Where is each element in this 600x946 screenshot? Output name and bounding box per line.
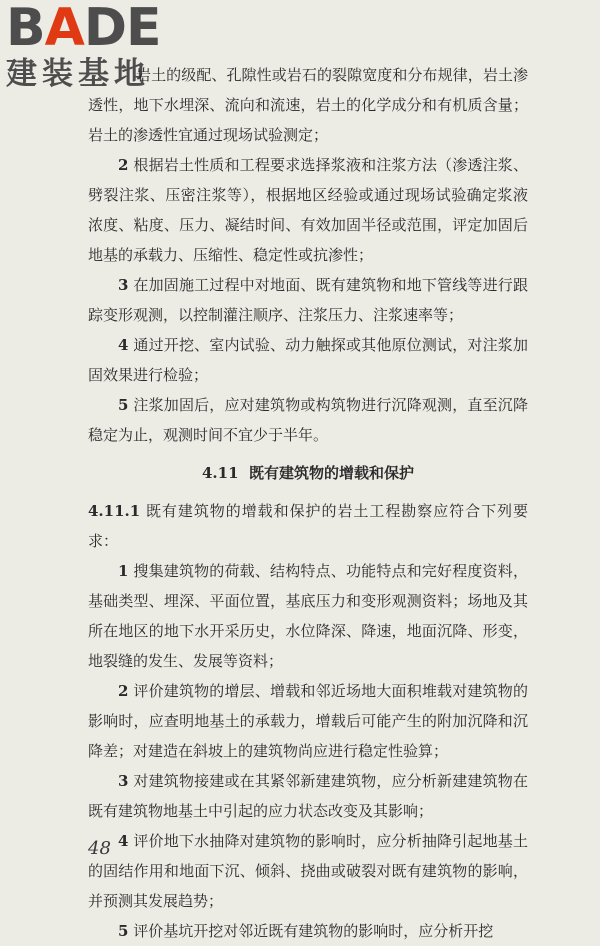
list-item: 5 注浆加固后，应对建筑物或构筑物进行沉降观测，直至沉降稳定为止，观测时间不宜少于半年。 — [88, 396, 528, 444]
clause: 4.11.1 既有建筑物的增载和保护的岩土工程勘察应符合下列要求： — [88, 502, 528, 550]
paragraph: 岩土的级配、孔隙性或岩石的裂隙宽度和分布规律，岩土渗透性，地下水埋深、流向和流速，岩土的化学成分和有机质含量；岩土的渗透性宜通过现场试验测定； — [88, 66, 528, 144]
section-heading: 4.11 既有建筑物的增载和保护 — [201, 464, 414, 482]
list-item: 3 对建筑物接建或在其紧邻新建建筑物，应分析新建建筑物在既有建筑物地基土中引起的应力状态改变及其影响； — [88, 772, 528, 820]
list-item: 5 评价基坑开挖对邻近既有建筑物的影响时，应分析开挖 — [118, 922, 494, 940]
page-number: 48 — [88, 838, 111, 859]
body-text — [88, 60, 528, 946]
list-item: 4 通过开挖、室内试验、动力触探或其他原位测试，对注浆加固效果进行检验； — [88, 336, 528, 384]
list-item: 1 搜集建筑物的荷载、结构特点、功能特点和完好程度资料，基础类型、埋深、平面位置，基底压力和变形观测资料；场地及其所在地区的地下水开采历史，水位降深、降速，地面沉降、形变，地裂缝的发生、发展等资料； — [88, 562, 528, 670]
list-item: 4 评价地下水抽降对建筑物的影响时，应分析抽降引起地基土的固结作用和地面下沉、倾斜、挠曲或破裂对既有建筑物的影响，并预测其发展趋势； — [88, 832, 528, 910]
list-item: 2 根据岩土性质和工程要求选择浆液和注浆方法（渗透注浆、劈裂注浆、压密注浆等），根据地区经验或通过现场试验确定浆液浓度、粘度、压力、凝结时间、有效加固半径或范围，评定加固后地基的承载力、压缩性、稳定性或抗渗性； — [88, 156, 528, 264]
list-item: 2 评价建筑物的增层、增载和邻近场地大面积堆载对建筑物的影响时，应查明地基土的承载力，增载后可能产生的附加沉降和沉降差；对建造在斜坡上的建筑物尚应进行稳定性验算； — [88, 682, 528, 760]
list-item: 3 在加固施工过程中对地面、既有建筑物和地下管线等进行跟踪变形观测，以控制灌注顺序、注浆压力、注浆速率等； — [88, 276, 528, 324]
logo-subtitle: 建装基地 — [6, 56, 150, 92]
logo-wordmark: BADE — [6, 0, 161, 58]
